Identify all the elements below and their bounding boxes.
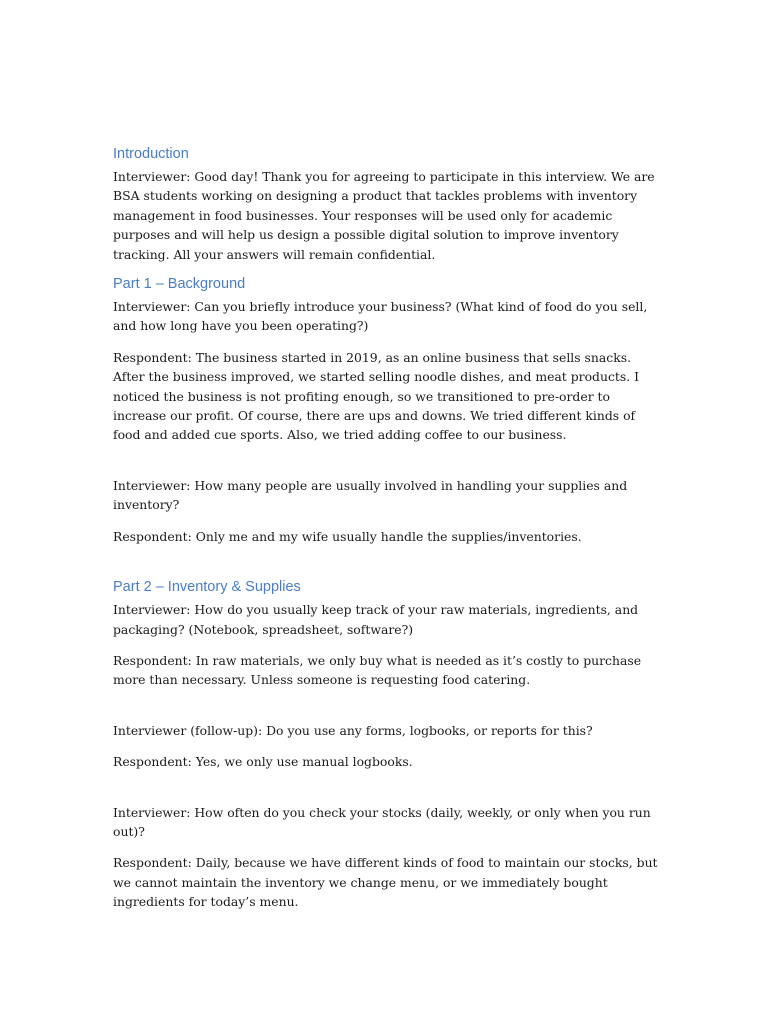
paragraph-interviewer-people-involved: Interviewer: How many people are usually involved in handling your supplies and inventory? bbox=[113, 477, 628, 513]
paragraph-respondent-people-involved: Respondent: Only me and my wife usually handle the supplies/inventories. bbox=[113, 528, 582, 544]
paragraph-interviewer-followup-forms: Interviewer (follow-up): Do you use any forms, logbooks, or reports for this? bbox=[113, 722, 593, 738]
paragraph-respondent-daily-check: Respondent: Daily, because we have different kinds of food to maintain our stocks, but we cannot maintain the inventory we change menu, or we immediately bought ingredients for today’s menu. bbox=[113, 855, 658, 910]
section-heading-introduction: Introduction bbox=[113, 146, 189, 162]
paragraph-introduction: Interviewer: Good day! Thank you for agreeing to participate in this interview. We are BSA students working on designing a product that tackles problems with inventory management in food businesses. Your responses will be used only for academic purposes and will help us design a possible digital solution to improve inventory tracking. All your answers will remain confidential. bbox=[113, 169, 655, 262]
paragraph-interviewer-check-stocks: Interviewer: How often do you check your stocks (daily, weekly, or only when you run out)? bbox=[113, 804, 651, 839]
paragraph-respondent-business-history: Respondent: The business started in 2019, as an online business that sells snacks. After the business improved, we started selling noodle dishes, and meat products. I noticed the business is not profiting enough, so we transitioned to pre-order to increase our profit. Of course, there are ups and downs. We tried different kinds of food and added cue sports. Also, we tried adding coffee to our business. bbox=[113, 349, 639, 443]
section-heading-part-2: Part 2 – Inventory & Supplies bbox=[113, 579, 301, 596]
paragraph-respondent-raw-materials: Respondent: In raw materials, we only buy what is needed as it’s costly to purchase more than necessary. Unless someone is requesting food catering. bbox=[113, 652, 642, 688]
document-body bbox=[113, 144, 661, 912]
paragraph-respondent-logbooks: Respondent: Yes, we only use manual logbooks. bbox=[113, 754, 413, 770]
section-heading-part-1: Part 1 – Background bbox=[113, 276, 246, 293]
paragraph-interviewer-intro-business: Interviewer: Can you briefly introduce your business? (What kind of food do you sell, and how long have you been operating?) bbox=[113, 299, 648, 334]
paragraph-interviewer-track-materials: Interviewer: How do you usually keep track of your raw materials, ingredients, and packaging? (Notebook, spreadsheet, software?) bbox=[113, 602, 639, 637]
